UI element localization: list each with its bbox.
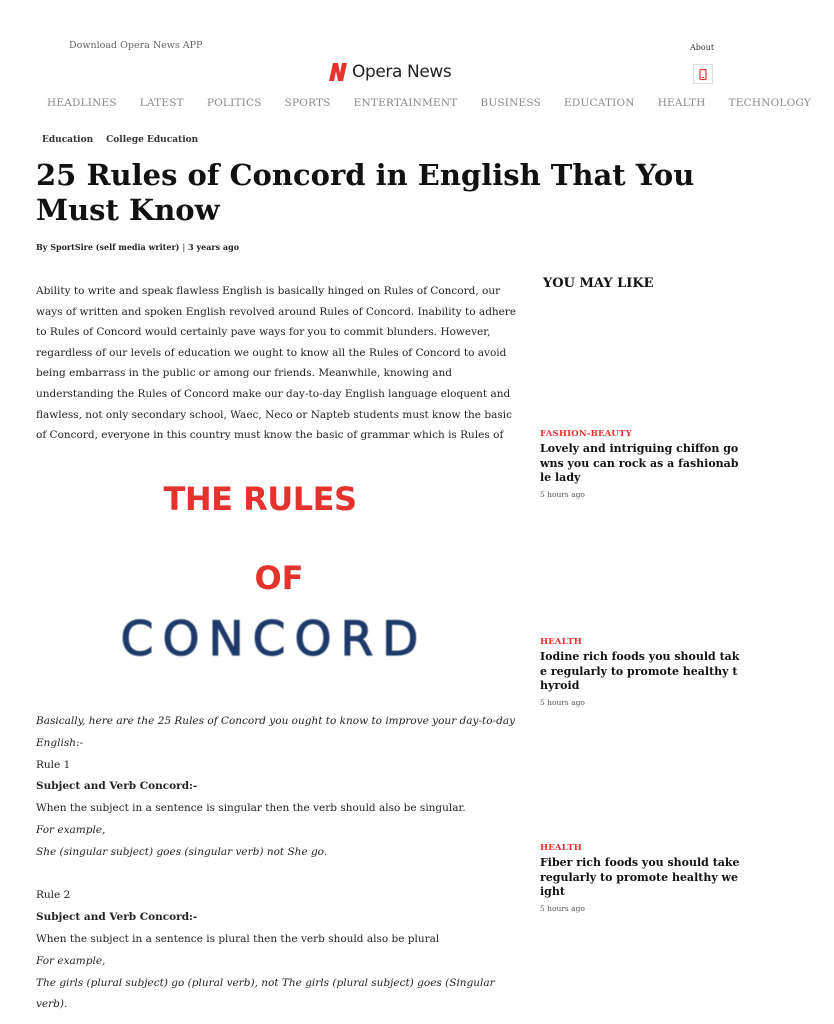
card-time: 5 hours ago [540, 903, 585, 913]
mobile-phone-icon [699, 69, 707, 80]
opera-news-logo[interactable] [326, 62, 451, 82]
breadcrumb-item-college-education[interactable]: College Education [106, 135, 199, 145]
nav-item-business[interactable]: BUSINESS [480, 97, 541, 109]
paragraph-gap [36, 864, 526, 886]
card-headline[interactable]: Iodine rich foods you should take regularly to promote healthy thyroid [540, 650, 740, 693]
main-nav [47, 97, 834, 109]
card-category[interactable]: HEALTH [540, 637, 582, 647]
rule-example: The girls (plural subject) go (plural verb), not The girls (plural subject) goes (Singular verb). [36, 976, 495, 1011]
breadcrumb [42, 135, 198, 145]
article-body [36, 711, 526, 1016]
mobile-app-button[interactable] [693, 64, 713, 84]
logo-text: Opera News [352, 62, 452, 82]
article-hero-image [36, 446, 516, 703]
about-link[interactable]: About [690, 43, 715, 52]
nav-item-health[interactable]: HEALTH [657, 97, 706, 109]
rule-text: When the subject in a sentence is plural then the verb should also be plural [36, 932, 440, 945]
published-time: 3 years ago [188, 242, 240, 252]
card-headline[interactable]: Lovely and intriguing chiffon gowns you can rock as a fashionable lady [540, 442, 739, 485]
nav-item-headlines[interactable]: HEADLINES [47, 97, 117, 109]
rule-number: Rule 2 [36, 889, 71, 902]
article-title: 25 Rules of Concord in English That You Must Know [36, 158, 695, 227]
article-intro: Ability to write and speak flawless English is basically hinged on Rules of Concord, our ways of written and spoken English revolved around Rules of Concord. Inability to adhere to Rules of Concord would certainly pave ways for you to commit blunders. However, regardless of our levels of education we ought to know all the Rules of Concord to avoid being embarrass in the public or among our friends. Meanwhile, knowing and understanding the Rules of Concord make our day-to-day English language eloquent and flawless, not only secondary school, Waec, Neco or Napteb students must know the basic of Concord, everyone in this country must know the basic of grammar which is Rules of [36, 285, 517, 442]
card-category[interactable]: HEALTH [540, 843, 582, 853]
nav-item-education[interactable]: EDUCATION [563, 97, 635, 109]
lead-in: Basically, here are the 25 Rules of Concord you ought to know to improve your day-to-day English:- [36, 715, 516, 749]
rule-example-label: For example, [36, 954, 106, 967]
recommended-card[interactable] [540, 637, 740, 707]
rule-example-label: For example, [36, 823, 106, 836]
rule-text: When the subject in a sentence is singular then the verb should also be singular. [36, 802, 466, 815]
nav-item-entertainment[interactable]: ENTERTAINMENT [353, 97, 458, 109]
article-byline [36, 242, 239, 252]
nav-item-politics[interactable]: POLITICS [206, 97, 262, 109]
recommended-card[interactable] [540, 843, 740, 913]
nav-item-technology[interactable]: TECHNOLOGY [728, 97, 811, 109]
nav-item-latest[interactable]: LATEST [139, 97, 184, 109]
hero-text-line2: OF [254, 559, 304, 597]
recommended-card[interactable] [540, 429, 740, 499]
nav-item-sports[interactable]: SPORTS [284, 97, 331, 109]
rule-heading: Subject and Verb Concord:- [36, 911, 198, 924]
rule-example: She (singular subject) goes (singular verb) not She go. [36, 845, 328, 858]
sidebar-heading: YOU MAY LIKE [543, 276, 654, 291]
card-headline[interactable]: Fiber rich foods you should take regularly to promote healthy weight [540, 856, 740, 899]
opera-news-n-logo-icon [326, 62, 348, 82]
author-name[interactable]: By SportSire (self media writer) [36, 242, 180, 252]
byline-separator: | [182, 243, 186, 252]
card-time: 5 hours ago [540, 489, 585, 499]
card-category[interactable]: FASHION-BEAUTY [540, 429, 632, 439]
hero-text-line1: THE RULES [163, 480, 357, 518]
rule-number: Rule 1 [36, 758, 71, 771]
breadcrumb-item-education[interactable]: Education [42, 135, 94, 145]
card-time: 5 hours ago [540, 697, 585, 707]
rule-heading: Subject and Verb Concord:- [36, 780, 198, 793]
download-app-link[interactable]: Download Opera News APP [69, 40, 203, 51]
hero-text-line3: CONCORD [120, 612, 428, 667]
